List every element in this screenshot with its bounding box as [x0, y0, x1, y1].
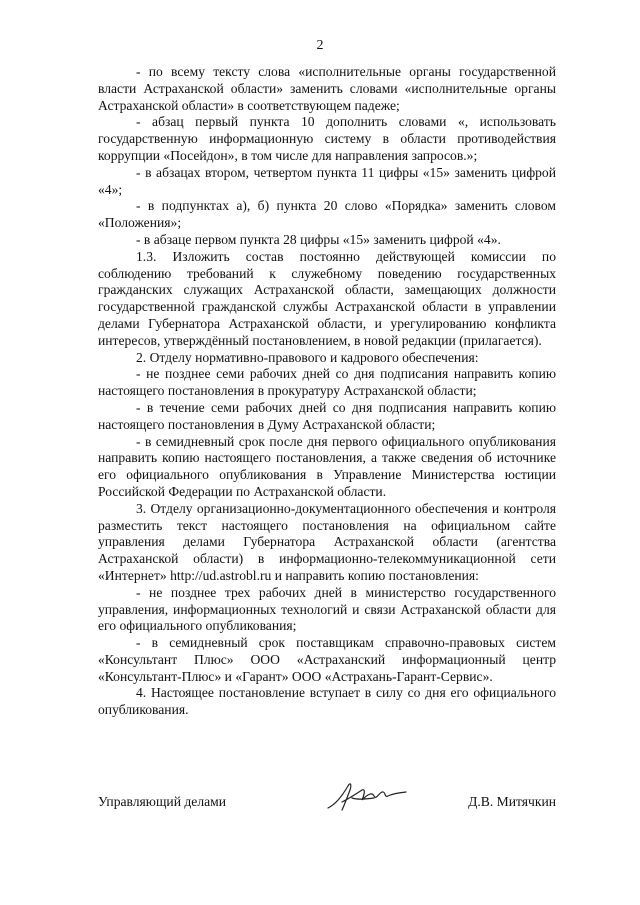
- paragraph-item-11: - в абзацах втором, четвертом пункта 11 цифры «15» заменить цифрой «4»;: [98, 164, 556, 197]
- signature-block: [98, 786, 556, 826]
- document-body: [98, 64, 556, 719]
- page-number: 2: [316, 38, 324, 53]
- paragraph-item-20: - в подпунктах а), б) пункта 20 слово «Порядка» заменить словом «Положения»;: [98, 198, 556, 231]
- paragraph-item-10: - абзац первый пункта 10 дополнить словами «, использовать государственную информационную систему в области противодействия коррупции «Посейдон», в том числе для направления запросов.»;: [98, 114, 556, 163]
- paragraph-2-prosecutor: - не позднее семи рабочих дней со дня подписания направить копию настоящего постановления в прокуратуру Астраханской области;: [98, 366, 556, 399]
- paragraph-1-3: 1.3. Изложить состав постоянно действующей комиссии по соблюдению требований к служебному поведению государственных гражданских служащих Астраханской области, замещающих должности государственной гражданской службы Астраханской области в управлении делами Губернатора Астраханской области, и урегулированию конфликта интересов, утверждённый постановлением, в новой редакции (прилагается).: [98, 248, 556, 348]
- paragraph-replace-words: - по всему тексту слова «исполнительные органы государственной власти Астраханской области» заменить словами «исполнительные органы Астраханской области» в соответствующем падеже;: [98, 64, 556, 113]
- paragraph-4: 4. Настоящее постановление вступает в силу со дня его официального опубликования.: [98, 685, 556, 718]
- signatory-position: Управляющий делами: [98, 794, 227, 809]
- paragraph-2-justice: - в семидневный срок после дня первого официального опубликования направить копию настоящего постановления, а также сведения об источнике его официального опубликования в Управление Министерства юстиции Российской Федерации по Астраханской области.: [98, 433, 556, 499]
- paragraph-2-duma: - в течение семи рабочих дней со дня подписания направить копию настоящего постановления в Думу Астраханской области;: [98, 399, 556, 432]
- signatory-name: Д.В. Митячкин: [468, 794, 556, 809]
- paragraph-3-legal-systems: - в семидневный срок поставщикам справочно-правовых систем «Консультант Плюс» ООО «Астраханский информационный центр «Консультант-Плюс» и «Гарант» ООО «Астрахань-Гарант-Сервис».: [98, 635, 556, 684]
- paragraph-3-ministry: - не позднее трех рабочих дней в министерство государственного управления, информационных технологий и связи Астраханской области для его официального опубликования;: [98, 584, 556, 634]
- paragraph-2: 2. Отделу нормативно-правового и кадрового обеспечения:: [136, 349, 479, 365]
- handwritten-signature: [322, 778, 412, 818]
- paragraph-3: 3. Отделу организационно-документационного обеспечения и контроля разместить текст настоящего постановления на официальном сайте управления делами Губернатора Астраханской области (агентства Астраханской области) в информационно-телекоммуникационной сети «Интернет» http://ud.astrobl.ru и направить копию постановления:: [98, 500, 556, 583]
- paragraph-item-28: - в абзаце первом пункта 28 цифры «15» заменить цифрой «4».: [136, 231, 501, 247]
